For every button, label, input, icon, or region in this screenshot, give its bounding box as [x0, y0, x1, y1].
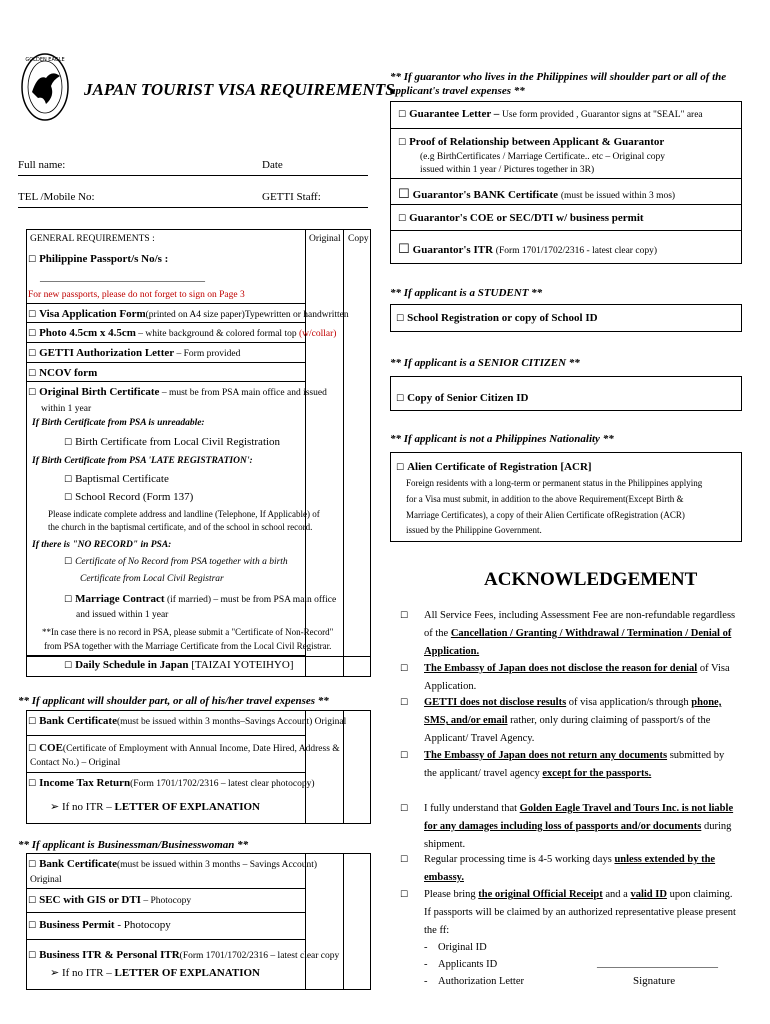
tel-label: TEL /Mobile No:: [18, 191, 95, 203]
coe-sub: Contact No.) – Original: [30, 758, 121, 768]
checkbox-birth-cert[interactable]: ☐: [28, 388, 37, 398]
marriage-item: ☐ Marriage Contract (if married) – must be from PSA main office: [64, 593, 337, 605]
signature-line[interactable]: ______________________: [597, 957, 718, 969]
checkbox-visa-form[interactable]: ☐: [28, 310, 37, 320]
checkbox-marriage[interactable]: ☐: [64, 595, 73, 605]
checkbox-ack-denial[interactable]: ☐: [400, 664, 409, 674]
checkbox-proof[interactable]: ☐: [398, 138, 407, 148]
checkbox-guarantor-coe[interactable]: ☐: [398, 214, 407, 224]
ack-embassy-denial: ☐ The Embassy of Japan does not disclose the reason for denial of Visa Application.: [406, 660, 736, 696]
indicate-note-2: the church in the baptismal certificate, and of the school in school record.: [48, 522, 313, 532]
checkbox-bank-cert[interactable]: ☐: [28, 717, 37, 727]
bank-cert-item: ☐ Bank Certificate(must be issued within 3 months–Savings Account) Original: [28, 715, 347, 727]
indicate-note-1: Please indicate complete address and landline (Telephone, If Applicable) of: [48, 509, 320, 519]
checkbox-passport[interactable]: ☐: [28, 255, 37, 265]
business-bank-sub: Original: [30, 875, 62, 885]
col-copy: Copy: [348, 234, 369, 244]
marriage-note-1: **In case there is no record in PSA, please submit a "Certificate of Non-Record": [42, 627, 334, 637]
checkbox-business-itr[interactable]: ☐: [28, 951, 37, 961]
permit-item: ☐ Business Permit - Photocopy: [28, 919, 171, 931]
senior-header: ** If applicant is a SENIOR CITIZEN **: [390, 357, 580, 369]
col-original: Original: [309, 234, 341, 244]
guarantor-bank-item: ☐ Guarantor's BANK Certificate (must be issued within 3 mos): [398, 187, 676, 202]
checkbox-business-bank[interactable]: ☐: [28, 860, 37, 870]
ack-claiming: ☐ Please bring the original Official Receipt and a valid ID upon claiming. If passports will be claimed by an authorized representative please present the ff:: [406, 886, 736, 940]
checkbox-ack-results[interactable]: ☐: [400, 698, 409, 708]
ncov-item: ☐ NCOV form: [28, 367, 98, 379]
marriage-note-2: from PSA together with the Marriage Certificate from the Local Civil Registrar.: [44, 641, 332, 651]
business-header: ** If applicant is Businessman/Businesswoman **: [18, 839, 249, 851]
proof-relationship-item: ☐ Proof of Relationship between Applicant & Guarantor: [398, 136, 665, 148]
checkbox-guarantor-itr[interactable]: ☐: [398, 242, 410, 257]
checkbox-photo[interactable]: ☐: [28, 329, 37, 339]
checkbox-itr[interactable]: ☐: [28, 779, 37, 789]
full-name-label: Full name:: [18, 159, 66, 171]
list-item: - Applicants ID: [424, 959, 498, 970]
school-record-item: ☐ School Record (Form 137): [64, 491, 194, 503]
general-requirements-header: GENERAL REQUIREMENTS :: [30, 234, 155, 244]
checkbox-no-record[interactable]: ☐: [64, 557, 73, 567]
checkbox-ack-liability[interactable]: ☐: [400, 804, 409, 814]
business-bank-item: ☐ Bank Certificate(must be issued within 3 months – Savings Account): [28, 858, 318, 870]
no-itr-item: ➢ If no ITR – LETTER OF EXPLANATION: [50, 800, 260, 813]
checkbox-senior-id[interactable]: ☐: [396, 394, 405, 404]
acr-desc-2: for a Visa must submit, in addition to the above Requirement(Except Birth &: [406, 494, 684, 504]
signature-label: Signature: [633, 975, 676, 987]
checkbox-ack-processing[interactable]: ☐: [400, 855, 409, 865]
coe-item: ☐ COE(Certificate of Employment with Annual Income, Date Hired, Address &: [28, 742, 340, 754]
local-birth-item: ☐ Birth Certificate from Local Civil Registration: [64, 436, 281, 448]
checkbox-baptismal[interactable]: ☐: [64, 475, 73, 485]
ack-liability: ☐ I fully understand that Golden Eagle Travel and Tours Inc. is not liable for any damages including loss of passports and/or documents during shipment.: [406, 800, 736, 854]
senior-id-item: ☐ Copy of Senior Citizen ID: [396, 392, 529, 404]
acr-desc-1: Foreign residents with a long-term or permanent status in the Philippines applying: [406, 478, 703, 488]
passport-item: ☐ Philippine Passport/s No/s :: [28, 253, 169, 265]
baptismal-item: ☐ Baptismal Certificate: [64, 473, 169, 485]
business-no-itr-item: ➢ If no ITR – LETTER OF EXPLANATION: [50, 966, 260, 979]
student-header: ** If applicant is a STUDENT **: [390, 287, 543, 299]
checkbox-schedule[interactable]: ☐: [64, 661, 73, 671]
arrow-icon: ➢: [50, 966, 60, 979]
birth-cert-sub: within 1 year: [41, 404, 92, 414]
visa-form-item: ☐ Visa Application Form(printed on A4 size paper)Typewritten or handwritten: [28, 308, 349, 320]
company-seal-logo: [20, 52, 70, 122]
ack-fees: ☐ All Service Fees, including Assessment Fee are non-refundable regardless of the Cancellation / Granting / Withdrawal / Termination / Denial of Application.: [406, 607, 736, 661]
ack-getti-results: ☐ GETTI does not disclose results of visa application/s through phone, SMS, and/or email rather, only during claiming of passport/s of the Applicant/ Travel Agency.: [406, 694, 736, 748]
checkbox-ack-fees[interactable]: ☐: [400, 611, 409, 621]
checkbox-local-birth[interactable]: ☐: [64, 438, 73, 448]
checkbox-coe[interactable]: ☐: [28, 744, 37, 754]
ack-processing: ☐ Regular processing time is 4-5 working days unless extended by the embassy.: [406, 851, 736, 887]
sec-item: ☐ SEC with GIS or DTI – Photocopy: [28, 894, 192, 906]
marriage-sub: and issued within 1 year: [76, 610, 169, 620]
getti-staff-label: GETTI Staff:: [262, 191, 321, 203]
checkbox-school-record[interactable]: ☐: [64, 493, 73, 503]
checkbox-acr[interactable]: ☐: [396, 463, 405, 473]
getti-letter-item: ☐ GETTI Authorization Letter – Form provided: [28, 347, 241, 359]
guarantor-itr-item: ☐ Guarantor's ITR (Form 1701/1702/2316 - latest clear copy): [398, 242, 657, 257]
no-record-note: If there is "NO RECORD" in PSA:: [32, 540, 172, 550]
no-record-cert-sub: Certificate from Local Civil Registrar: [80, 574, 224, 584]
unreadable-note: If Birth Certificate from PSA is unreadable:: [32, 418, 205, 428]
schedule-item: ☐ Daily Schedule in Japan [TAIZAI YOTEIHYO]: [64, 659, 294, 671]
ack-embassy-docs: ☐ The Embassy of Japan does not return any documents submitted by the applicant/ travel agency except for the passports.: [406, 747, 736, 783]
birth-cert-item: ☐ Original Birth Certificate – must be from PSA main office and issued: [28, 386, 327, 398]
photo-item: ☐ Photo 4.5cm x 4.5cm – white background & colored formal top (w/collar): [28, 327, 337, 339]
list-item: - Authorization Letter: [424, 976, 525, 987]
checkbox-ncov[interactable]: ☐: [28, 369, 37, 379]
business-itr-item: ☐ Business ITR & Personal ITR(Form 1701/1702/2316 – latest clear copy: [28, 949, 340, 961]
late-reg-note: If Birth Certificate from PSA 'LATE REGISTRATION':: [32, 456, 253, 466]
guarantor-coe-item: ☐ Guarantor's COE or SEC/DTI w/ business permit: [398, 212, 644, 224]
list-item: - Original ID: [424, 942, 487, 953]
arrow-icon: ➢: [50, 800, 60, 813]
passport-line: ______________________________: [40, 271, 205, 283]
acr-desc-4: issued by the Philippine Government.: [406, 525, 542, 535]
acr-item: ☐ Alien Certificate of Registration [ACR]: [396, 461, 592, 473]
checkbox-getti-letter[interactable]: ☐: [28, 349, 37, 359]
self-expense-header: ** If applicant will shoulder part, or all of his/her travel expenses **: [18, 695, 329, 707]
proof-sub-1: (e.g BirthCertificates / Marriage Certificate.. etc – Original copy: [420, 152, 666, 162]
checkbox-sec[interactable]: ☐: [28, 896, 37, 906]
itr-item: ☐ Income Tax Return(Form 1701/1702/2316 – latest clear photocopy): [28, 777, 315, 789]
acknowledgement-title: ACKNOWLEDGEMENT: [484, 569, 698, 590]
checkbox-permit[interactable]: ☐: [28, 921, 37, 931]
guarantee-letter-item: ☐ Guarantee Letter – Use form provided , Guarantor signs at "SEAL" area: [398, 108, 703, 120]
page-title: JAPAN TOURIST VISA REQUIREMENTS: [84, 80, 395, 99]
checkbox-ack-claiming[interactable]: ☐: [400, 890, 409, 900]
proof-sub-2: issued within 1 year / Pictures together in 3R): [420, 165, 595, 175]
checkbox-school-registration[interactable]: ☐: [396, 314, 405, 324]
claim-requirements-list: [424, 939, 524, 990]
no-record-cert-item: ☐ Certificate of No Record from PSA together with a birth: [64, 557, 288, 567]
checkbox-guarantee-letter[interactable]: ☐: [398, 110, 407, 120]
svg-text:GOLDEN EAGLE: GOLDEN EAGLE: [25, 57, 65, 63]
guarantor-header: ** If guarantor who lives in the Philippines will shoulder part or all of the applicant's travel expenses **: [390, 71, 727, 97]
checkbox-guarantor-bank[interactable]: ☐: [398, 187, 410, 202]
passport-note: For new passports, please do not forget to sign on Page 3: [28, 290, 245, 300]
checkbox-ack-docs[interactable]: ☐: [400, 751, 409, 761]
acr-desc-3: Marriage Certificates), a copy of their Alien Certificate ofRegistration (ACR): [406, 510, 685, 520]
school-registration-item: ☐ School Registration or copy of School ID: [396, 312, 598, 324]
foreign-header: ** If applicant is not a Philippines Nationality **: [390, 433, 614, 445]
date-label: Date: [262, 159, 283, 171]
